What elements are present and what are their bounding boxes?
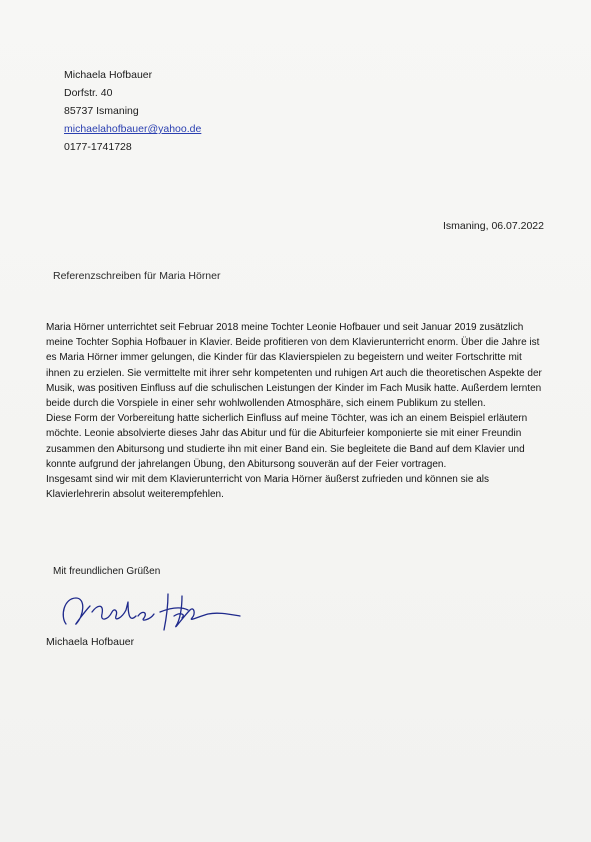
sender-email-link[interactable]: michaelahofbauer@yahoo.de xyxy=(64,123,202,135)
body-paragraph: Diese Form der Vorbereitung hatte sicherlich Einfluss auf meine Töchter, was ich an einem Beispiel erläutern möchte. Leonie absolvierte dieses Jahr das Abitur und für die Abiturfeier komponierte sie mit einer Freundin zusammen den Abitursong und studierte ihn mit einer Band ein. Sie begleitete die Band auf dem Klavier und konnte aufgrund der jahrelangen Übung, den Abitursong souverän auf der Feier vortragen. xyxy=(46,413,528,470)
sender-street: Dorfstr. 40 xyxy=(64,87,113,99)
sender-name: Michaela Hofbauer xyxy=(64,69,153,81)
signer-name: Michaela Hofbauer xyxy=(46,636,135,648)
letter-body xyxy=(46,320,544,502)
date-line: Ismaning, 06.07.2022 xyxy=(443,220,544,232)
body-paragraph: Maria Hörner unterrichtet seit Februar 2018 meine Tochter Leonie Hofbauer und seit Januar 2019 zusätzlich meine Tochter Sophia Hofbauer in Klavier. Beide profitieren von dem Klavierunterricht enorm. Über die Jahre ist es Maria Hörner immer gelungen, die Kinder für das Klavierspielen zu begeistern und weiter Fortschritte mit ihnen zu erzielen. Sie vermittelte mit ihrer sehr kompetenten und ruhigen Art auch die theoretischen Aspekte der Musik, was positiven Einfluss auf die schulischen Leistungen der Kinder im Fach Musik hatte. Außerdem lernten beide durch die Vorspiele in einer sehr wohlwollenden Atmosphäre, sich einem Publikum zu stellen. xyxy=(46,322,542,410)
body-paragraph: Insgesamt sind wir mit dem Klavierunterricht von Maria Hörner äußerst zufrieden und können sie als Klavierlehrerin absolut weiterempfehlen. xyxy=(46,474,489,501)
subject-line: Referenzschreiben für Maria Hörner xyxy=(53,270,221,282)
sender-address-block xyxy=(64,66,201,156)
handwritten-signature xyxy=(56,586,246,636)
closing-salutation: Mit freundlichen Grüßen xyxy=(53,566,161,577)
sender-city: 85737 Ismaning xyxy=(64,105,139,117)
sender-phone: 0177-1741728 xyxy=(64,141,132,153)
